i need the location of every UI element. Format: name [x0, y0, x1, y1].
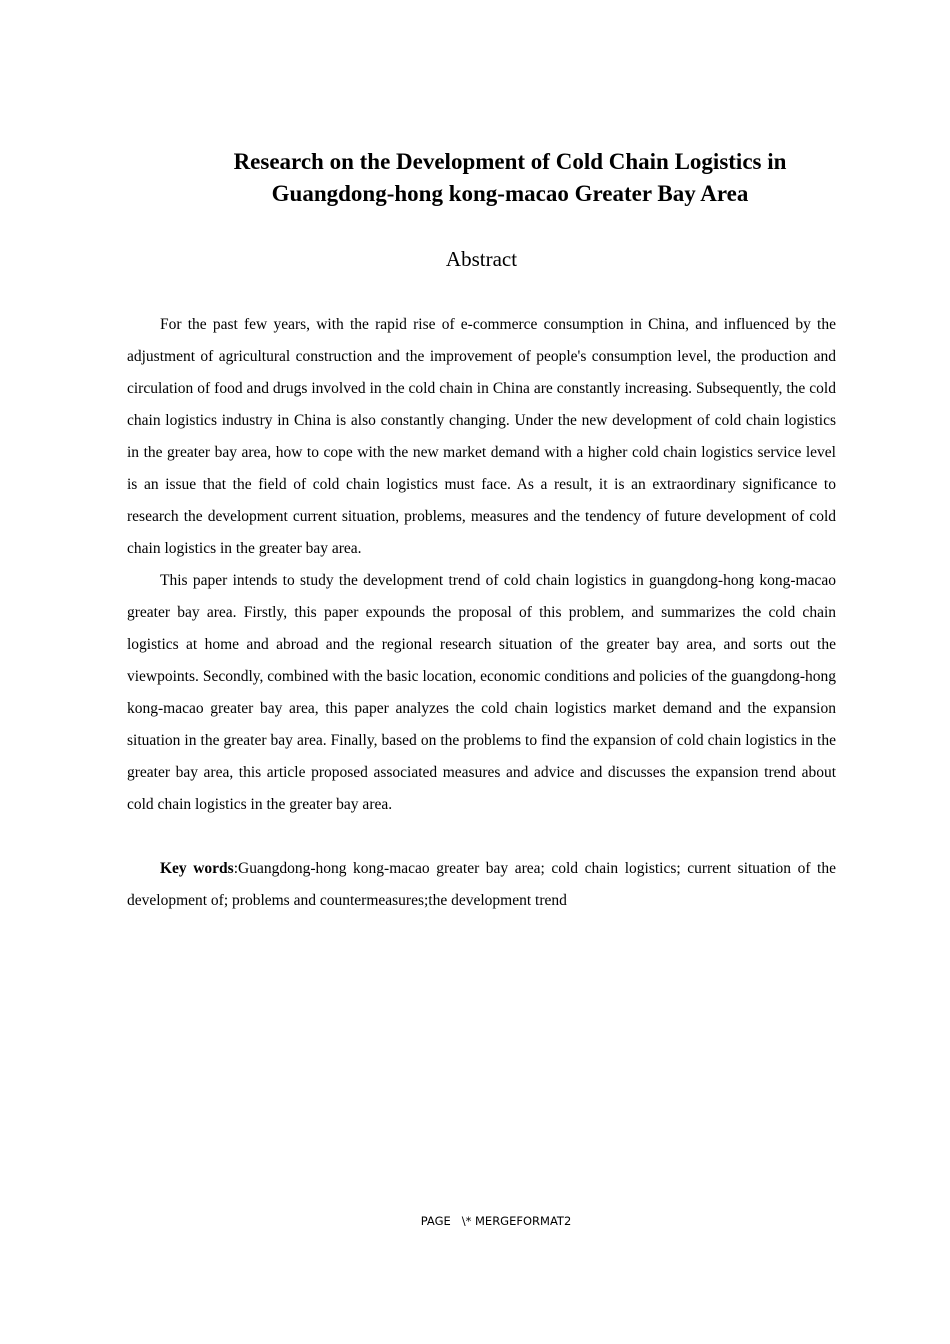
title-line-1: Research on the Development of Cold Chain Logistics in [233, 149, 787, 174]
abstract-paragraph-1: For the past few years, with the rapid rise of e-commerce consumption in China, and influenced by the adjustment of agricultural construction and the improvement of people's consumption level, the production and circulation of food and drugs involved in the cold chain in China are constantly increasing. Subsequently, the cold chain logistics industry in China is also constantly changing. Under the new development of cold chain logistics in the greater bay area, how to cope with the new market demand with a higher cold chain logistics service level is an issue that the field of cold chain logistics must face. As a result, it is an extraordinary significance to research the development current situation, problems, measures and the tendency of future development of cold chain logistics in the greater bay area. [127, 316, 836, 557]
keywords-text: :Guangdong-hong kong-macao greater bay area; cold chain logistics; current situation of the development of; problems and countermeasures;the development trend [127, 860, 836, 909]
abstract-heading: Abstract [445, 247, 518, 271]
abstract-body [127, 309, 836, 917]
page-number-field: PAGE \* MERGEFORMAT2 [420, 1214, 572, 1228]
paper-title [170, 146, 850, 210]
keywords-label: Key words [160, 860, 234, 877]
title-line-2: Guangdong-hong kong-macao Greater Bay Area [271, 181, 749, 206]
keywords [127, 853, 836, 917]
abstract-paragraph-2: This paper intends to study the development trend of cold chain logistics in guangdong-hong kong-macao greater bay area. Firstly, this paper expounds the proposal of this problem, and summarizes the cold chain logistics at home and abroad and the regional research situation of the greater bay area, and sorts out the viewpoints. Secondly, combined with the basic location, economic conditions and policies of the guangdong-hong kong-macao greater bay area, this paper analyzes the cold chain logistics market demand and the expansion situation in the greater bay area. Finally, based on the problems to find the expansion of cold chain logistics in the greater bay area, this article proposed associated measures and advice and discusses the expansion trend about cold chain logistics in the greater bay area. [127, 572, 836, 813]
